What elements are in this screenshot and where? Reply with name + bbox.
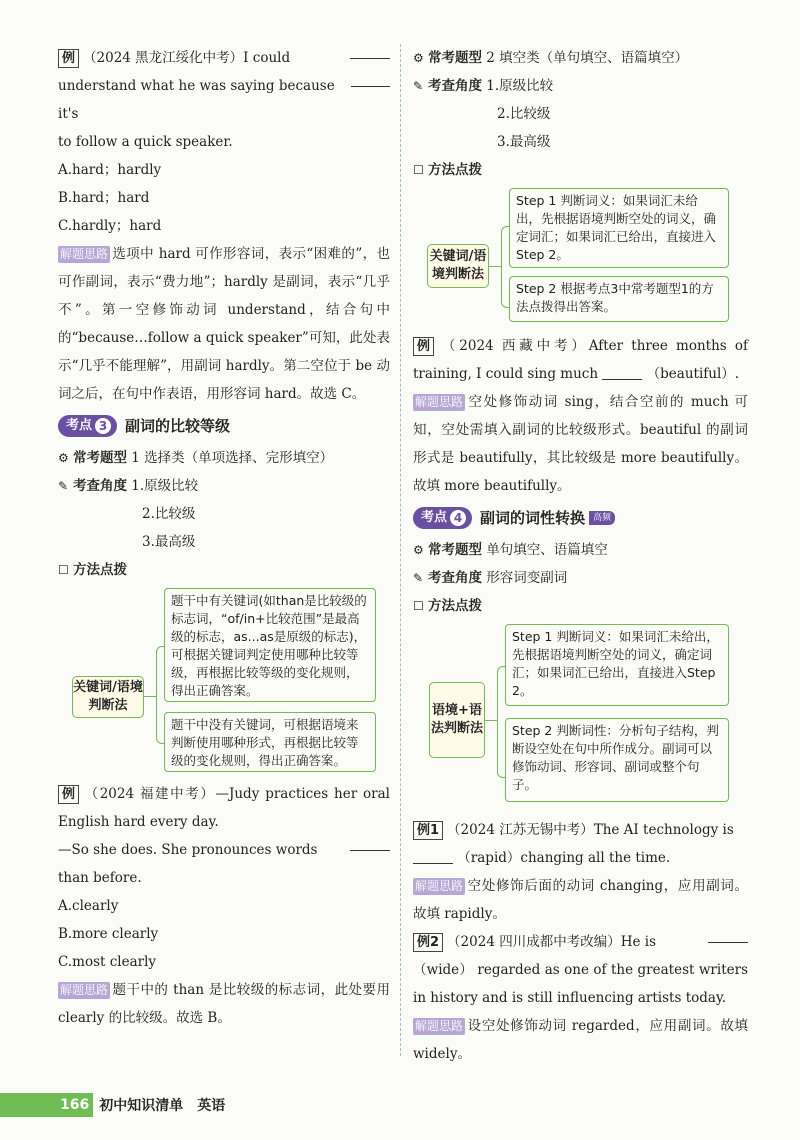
book-title: 初中知识清单 英语 xyxy=(99,1098,226,1114)
method-root: 关键词/语境判断法 xyxy=(72,676,144,718)
example-question: （2024 福建中考）—Judy practices her oral English hard every day. xyxy=(58,786,390,830)
angle-label: 考查角度 xyxy=(428,570,482,586)
example-question: to follow a quick speaker. xyxy=(58,134,233,150)
answer-blank xyxy=(351,72,390,87)
method-diagram xyxy=(413,188,748,326)
angle-item: 3.最高级 xyxy=(497,134,551,150)
question-type-icon: ⚙ xyxy=(413,543,424,557)
analysis-label: 解题思路 xyxy=(60,247,109,261)
method-branch: Step 1 判断词义：如果词汇未给出，先根据语境判断空处的词义，确定词汇；如果词汇已给出，直接进入Step 2。 xyxy=(509,188,729,268)
option-c: C.most clearly xyxy=(58,954,157,970)
question-type-icon: ⚙ xyxy=(413,51,424,65)
example-question: （rapid）changing all the time. xyxy=(457,850,671,866)
connector xyxy=(485,720,497,721)
method-branch: 题干中有关键词(如than是比较级的标志词，“of/in+比较范围”是最高级的标志，as...as是原级的标志)，可根据关键词判定使用哪种比较等级，再根据比较等级的变化规则，得出正确答案。 xyxy=(164,588,376,702)
angle-label: 考查角度 xyxy=(73,478,127,494)
left-column xyxy=(58,44,390,1032)
example-label: 例 xyxy=(58,49,79,68)
option-c: C.hardly；hard xyxy=(58,218,162,234)
angle-text: 形容词变副词 xyxy=(486,570,568,586)
angle-icon: ✎ xyxy=(413,571,424,585)
answer-blank xyxy=(413,849,453,864)
page-footer xyxy=(0,1093,225,1117)
option-b: B.more clearly xyxy=(58,926,159,942)
method-branch: Step 1 判断词义：如果词汇未给出，先根据语境判断空处的词义，确定词汇；如果词汇已给出，直接进入Step 2。 xyxy=(505,624,729,706)
angle-item: 2.比较级 xyxy=(497,106,551,122)
angle-icon: ✎ xyxy=(413,79,424,93)
example-question: （2024 四川成都中考改编）He is xyxy=(447,934,656,950)
example-question: （wide） regarded as one of the greatest writers in history and is still influencing artists today. xyxy=(413,962,748,1006)
method-diagram xyxy=(58,588,390,774)
kaodian-badge: 考点 4 xyxy=(413,507,472,529)
method-branch: 题干中没有关键词，可根据语境来判断使用哪种形式，再根据比较等级的变化规则，得出正确答案。 xyxy=(164,712,376,772)
method-icon: ☐ xyxy=(413,599,424,613)
method-root: 语境+语法判断法 xyxy=(429,682,485,758)
page-number: 166 xyxy=(60,1093,93,1117)
example-label: 例2 xyxy=(413,933,443,952)
type-text: 2 填空类（单句填空、语篇填空） xyxy=(486,50,689,66)
example-question: than before. xyxy=(58,870,142,886)
analysis-text: 题干中的 than 是比较级的标志词，此处要用 clearly 的比较级。故选 B。 xyxy=(58,982,390,1026)
footer-bar xyxy=(0,1093,60,1117)
kaodian-title: 副词的比较等级 xyxy=(125,417,231,435)
option-b: B.hard；hard xyxy=(58,190,150,206)
example-question: （2024 黑龙江绥化中考）I could xyxy=(83,50,291,66)
kaodian-title: 副词的词性转换 xyxy=(480,509,586,527)
kaodian-4-header xyxy=(413,502,748,534)
option-a: A.clearly xyxy=(58,898,119,914)
method-root: 关键词/语境判断法 xyxy=(427,244,489,288)
analysis-text: 空处修饰后面的动词 changing，应用副词。故填 rapidly。 xyxy=(413,878,748,922)
answer-blank xyxy=(350,836,390,851)
type-label: 常考题型 xyxy=(428,50,482,66)
method-branch: Step 2 判断词性：分析句子结构，判断设空处在句中所作成分。副词可以修饰动词、形容词、副词或整个句子。 xyxy=(505,718,729,802)
high-frequency-tag: 高频 xyxy=(589,511,615,525)
example-label: 例 xyxy=(58,785,79,804)
type-text: 1 选择类（单项选择、完形填空） xyxy=(131,450,334,466)
type-label: 常考题型 xyxy=(428,542,482,558)
connector xyxy=(144,696,156,697)
type-label: 常考题型 xyxy=(73,450,127,466)
angle-item: 2.比较级 xyxy=(142,506,196,522)
example-question: —So she does. She pronounces words xyxy=(58,842,318,858)
connector xyxy=(489,266,501,267)
method-icon: ☐ xyxy=(58,563,69,577)
analysis-text: 设空处修饰动词 regarded，应用副词。故填 widely。 xyxy=(413,1018,748,1062)
example-question: （2024 西藏中考）After three months of training, I could sing much xyxy=(413,338,748,382)
angle-item: 1.原级比较 xyxy=(486,78,554,94)
example-question: （2024 江苏无锡中考）The AI technology is xyxy=(447,822,734,838)
answer-blank xyxy=(350,44,390,59)
example-5 xyxy=(413,928,748,1068)
analysis-text: 选项中 hard 可作形容词，表示“困难的”，也可作副词，表示“费力地”；hardly 是副词，表示“几乎不”。第一空修饰动词 understand，结合句中的“because…follow a quick speaker”可知，此处表示“几乎不能理解”，用副词 hardly。第二空位于 be 动词之后，在句中作表语，用形容词 hard。故选 C。 xyxy=(58,246,390,402)
analysis-label: 解题思路 xyxy=(415,395,464,409)
example-label: 例1 xyxy=(413,821,443,840)
right-column xyxy=(413,44,748,1068)
angle-label: 考查角度 xyxy=(428,78,482,94)
example-2 xyxy=(58,780,390,1032)
question-type-icon: ⚙ xyxy=(58,451,69,465)
example-1 xyxy=(58,44,390,408)
answer-blank xyxy=(602,365,642,380)
kaodian-3-header xyxy=(58,410,390,442)
example-question: （beautiful）. xyxy=(646,366,740,382)
example-4 xyxy=(413,816,748,928)
analysis-text: 空处修饰动词 sing，结合空前的 much 可知，空处需填入副词的比较级形式。beautiful 的副词形式是 beautifully，其比较级是 more beautifully。故填 more beautifully。 xyxy=(413,394,748,494)
angle-icon: ✎ xyxy=(58,479,69,493)
kaodian-badge: 考点 3 xyxy=(58,415,117,437)
example-question: understand what he was saying because it's xyxy=(58,78,335,122)
angle-item: 1.原级比较 xyxy=(131,478,199,494)
analysis-label: 解题思路 xyxy=(60,983,109,997)
example-3 xyxy=(413,332,748,500)
answer-blank xyxy=(708,928,748,943)
type-text: 单句填空、语篇填空 xyxy=(486,542,608,558)
column-divider xyxy=(400,44,401,1056)
method-diagram xyxy=(413,624,748,810)
analysis-label: 解题思路 xyxy=(415,1019,464,1033)
example-label: 例 xyxy=(413,337,434,356)
method-branch: Step 2 根据考点3中常考题型1的方法点拨得出答案。 xyxy=(509,276,729,322)
option-a: A.hard；hardly xyxy=(58,162,162,178)
method-label: 方法点拨 xyxy=(73,562,127,578)
analysis-label: 解题思路 xyxy=(415,879,464,893)
method-label: 方法点拨 xyxy=(428,598,482,614)
method-label: 方法点拨 xyxy=(428,162,482,178)
angle-item: 3.最高级 xyxy=(142,534,196,550)
method-icon: ☐ xyxy=(413,163,424,177)
